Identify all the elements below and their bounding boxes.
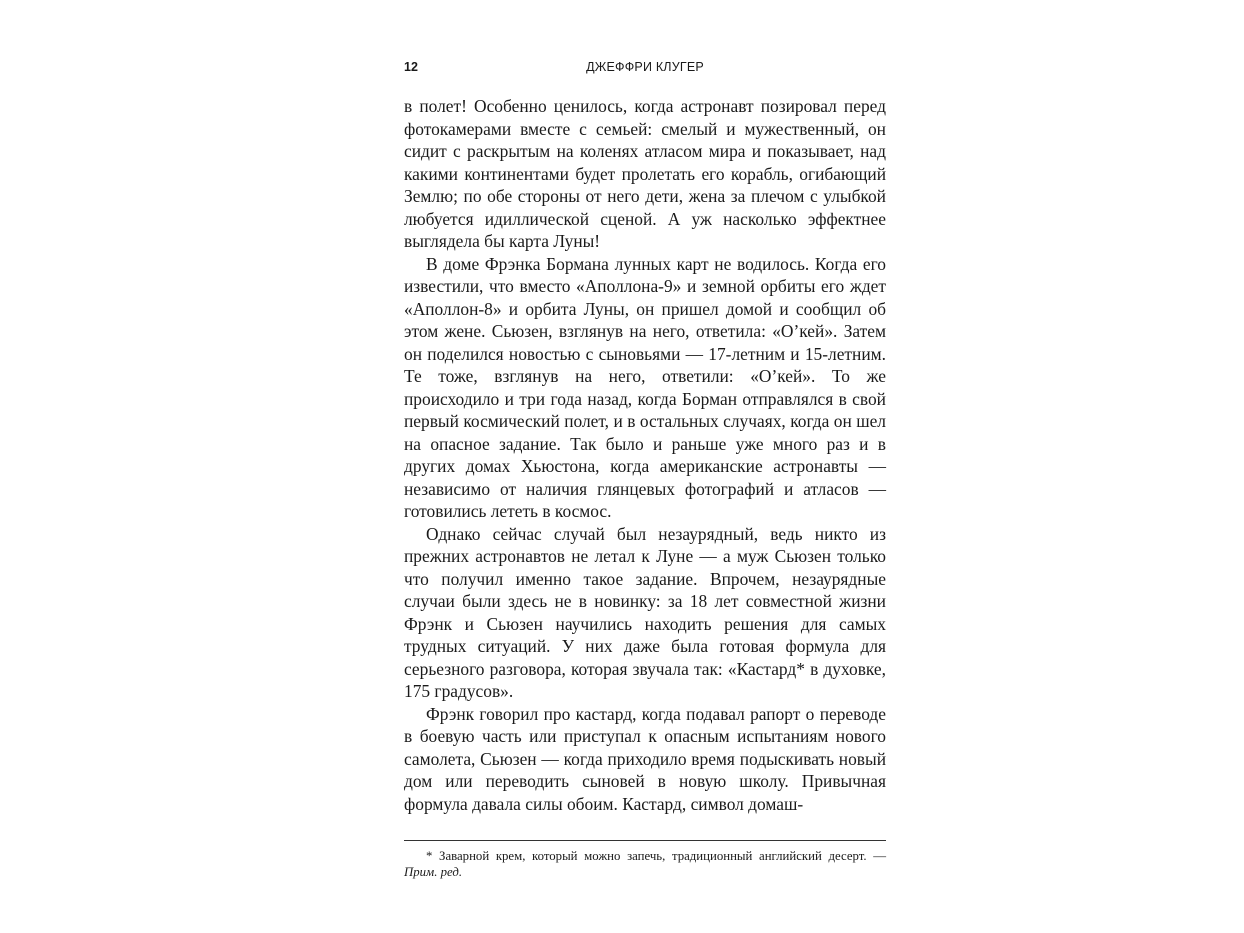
- running-title: ДЖЕФФРИ КЛУГЕР: [586, 60, 704, 74]
- book-page: [404, 0, 886, 933]
- paragraph-4: Фрэнк говорил про кастард, когда подавал рапорт о переводе в боевую часть или приступал к опасным испытаниям нового самолета, Сьюзен — когда приходило время подыскивать новый дом или переводить сыновей в новую школу. Привычная формула давала силы обоим. Кастард, символ домаш-: [404, 703, 886, 814]
- paragraph-2: В доме Фрэнка Бормана лунных карт не водилось. Когда его известили, что вместо «Аполлона-9» и земной орбиты его ждет «Аполлон-8» и орбита Луны, он пришел домой и сообщил об этом жене. Сьюзен, взглянув на него, ответила: «О’кей». Затем он поделился новостью с сыновьями — 17-летним и 15-летним. Те тоже, взглянув на него, ответили: «О’кей». То же происходило и три года назад, когда Борман отправлялся в свой первый космический полет, и в остальных случаях, когда он шел на опасное задание. Так было и раньше уже много раз и в других домах Хьюстона, когда американские астронавты — независимо от наличия глянцевых фотографий и атласов — готовились лететь в космос.: [404, 253, 886, 521]
- footnote-text: * Заварной крем, который можно запечь, традиционный английский десерт. —: [426, 849, 886, 863]
- footnote-divider: [404, 840, 886, 841]
- footnote-note-label: Прим. ред.: [404, 865, 463, 879]
- page-number: 12: [404, 60, 418, 74]
- body-text: [404, 95, 886, 815]
- running-head: [404, 60, 886, 78]
- footnote: [404, 848, 886, 880]
- paragraph-3: Однако сейчас случай был незаурядный, ведь никто из прежних астронавтов не летал к Луне — а муж Сьюзен только что получил именно такое задание. Впрочем, незаурядные случаи были здесь не в новинку: за 18 лет совместной жизни Фрэнк и Сьюзен научились находить решения для самых трудных ситуаций. У них даже была готовая формула для серьезного разговора, которая звучала так: «Кастард* в духовке, 175 градусов».: [404, 523, 886, 701]
- paragraph-1: в полет! Особенно ценилось, когда астронавт позировал перед фотокамерами вместе с семьей: смелый и мужественный, он сидит с раскрытым на коленях атласом мира и показывает, над какими континентами будет пролетать его корабль, огибающий Землю; по обе стороны от него дети, жена за плечом с улыбкой любуется идиллической сценой. А уж насколько эффектнее выглядела бы карта Луны!: [404, 96, 886, 251]
